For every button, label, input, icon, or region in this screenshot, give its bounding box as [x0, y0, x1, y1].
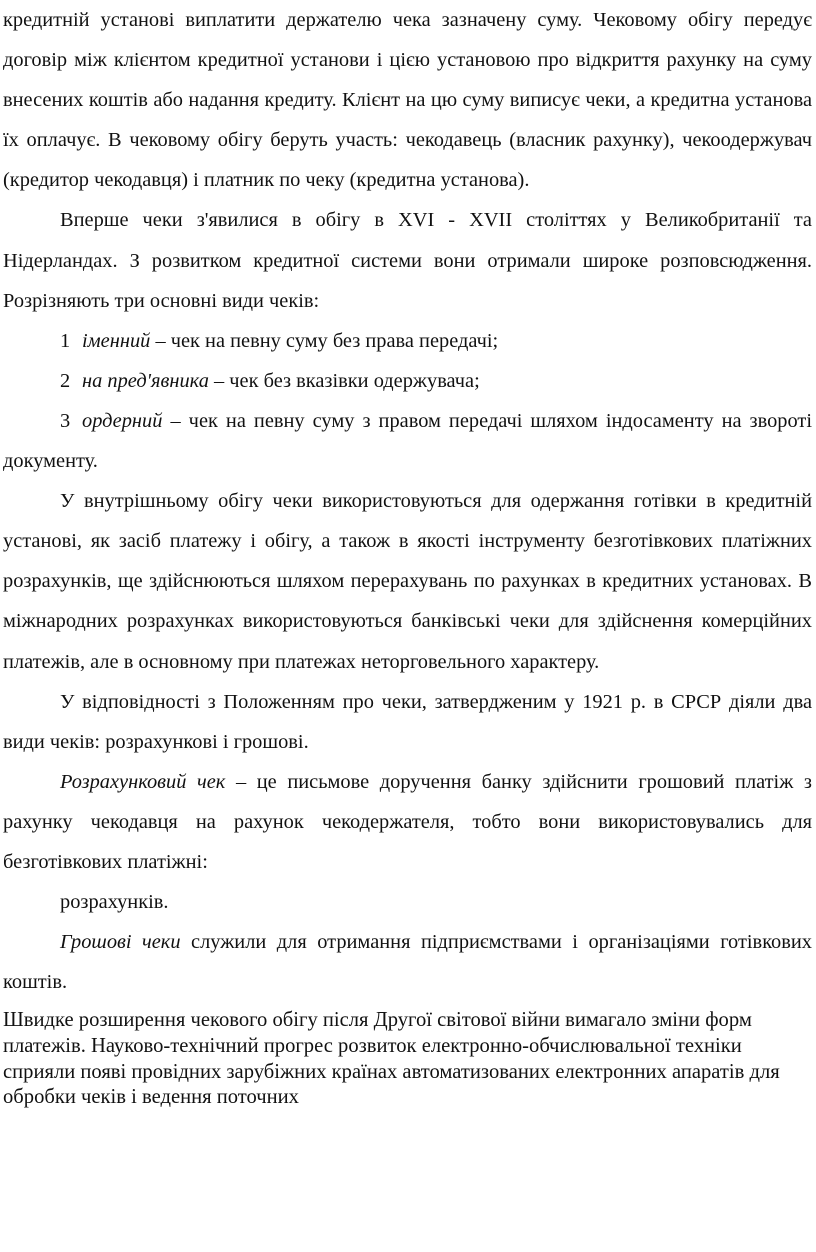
list-item-bearer-cheque — [3, 361, 812, 401]
list-term: іменний — [82, 329, 151, 352]
paragraph-settlement-cheque — [3, 762, 812, 882]
list-text: – чек на певну суму без права передачі; — [150, 329, 499, 352]
term-settlement-cheque: Розрахунковий чек — [60, 770, 226, 793]
paragraph-ussr-regulation: У відповідності з Положенням про чеки, затвердженим у 1921 р. в СРСР діяли два види чеків: розрахункові і грошові. — [3, 690, 812, 753]
list-text: – чек без вказівки одержувача; — [208, 369, 480, 392]
list-item-named-cheque — [3, 321, 812, 361]
list-number: 2 — [60, 369, 71, 392]
paragraph-post-war-expansion: Швидке розширення чекового обігу після Другої світової війни вимагало зміни форм платежів. Науково-технічний прогрес розвиток електронно-обчислювальної техніки сприяли появі провідних зарубіжних країнах автоматизованих електронних апаратів для обробки чеків і ведення поточних — [3, 1009, 780, 1109]
paragraph-cheque-history: Вперше чеки з'явилися в обігу в XVI - XVII століттях у Великобританії та Нідерландах. З розвитком кредитної системи вони отримали широке розповсюдження. Розрізняють три основні види чеків: — [3, 209, 812, 312]
list-number: 1 — [60, 329, 71, 352]
paragraph-cash-cheques — [3, 922, 812, 1002]
paragraph-cheque-circulation: кредитній установі виплатити держателю чека зазначену суму. Чековому обігу передує договір між клієнтом кредитної установи і цією установою про відкриття рахунку на суму внесених коштів або надання кредиту. Клієнт на цю суму виписує чеки, а кредитна установа їх оплачує. В чековому обігу беруть участь: чекодавець (власник рахунку), чекоодержувач (кредитор чекодавця) і платник по чеку (кредитна установа). — [3, 9, 812, 192]
paragraph-text: служили для отримання підприємствами і організаціями готівкових коштів. — [3, 931, 812, 994]
list-term: ордерний — [82, 409, 163, 432]
term-cash-cheques: Грошові чеки — [60, 931, 181, 954]
paragraph-domestic-use: У внутрішньому обігу чеки використовуються для одержання готівки в кредитній установі, як засіб платежу і обігу, а також в якості інструменту безготівкових платіжних розрахунків, ще здійснюються шляхом перерахувань по рахунках в кредитних установах. В міжнародних розрахунках використовуються банківські чеки для здійснення комерційних платежів, але в основному при платежах неторговельного характеру. — [3, 490, 812, 673]
list-item-order-cheque — [3, 401, 812, 481]
list-number: 3 — [60, 409, 71, 432]
list-term: на пред'явника — [82, 369, 209, 392]
list-text: – чек на певну суму з правом передачі шляхом індосаменту на звороті документу. — [3, 409, 812, 473]
paragraph-settlements: розрахунків. — [60, 891, 169, 914]
paragraph-text: – це письмове доручення банку здійснити грошовий платіж з рахунку чекодавця на рахунок чекодержателя, тобто вони використовувались для безготівкових платіжні: — [3, 770, 812, 873]
